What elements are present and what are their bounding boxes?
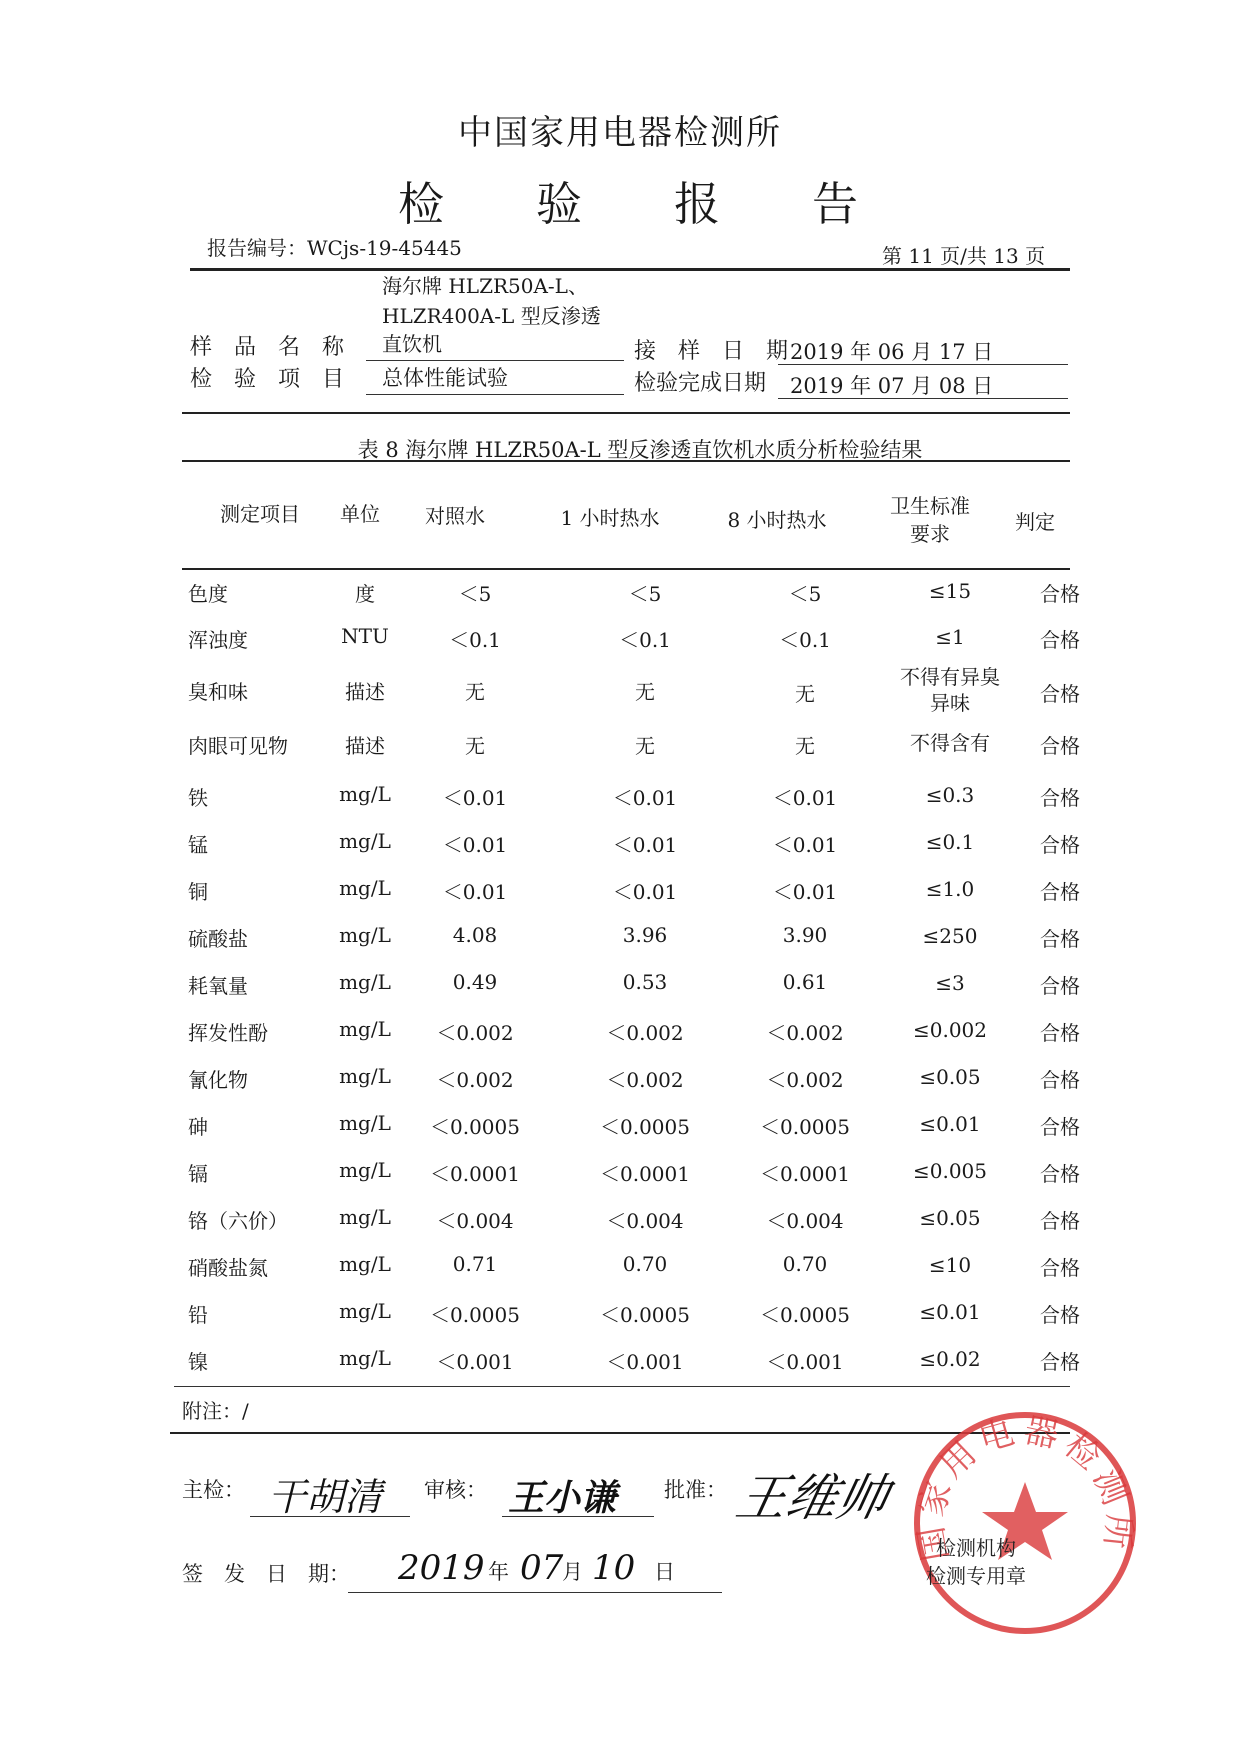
reviewer-label: 审核： (424, 1478, 487, 1502)
table-row (180, 1205, 1080, 1251)
cell-hot8h: ＜0.01 (772, 880, 838, 904)
report-number: 报告编号：WCjs-19-45445 (207, 236, 462, 260)
cell-standard: ≤1.0 (925, 877, 975, 901)
receive-date-underline (778, 364, 1068, 365)
cell-standard: ≤15 (928, 579, 972, 603)
table-row (180, 782, 1080, 828)
test-item-value: 总体性能试验 (382, 366, 508, 390)
receive-date-label: 接 样 日 期 (634, 339, 789, 364)
table-row (180, 1064, 1080, 1110)
cell-item: 硫酸盐 (188, 927, 248, 951)
info-rule (182, 412, 1070, 414)
cell-hot1h: ＜5 (628, 582, 662, 606)
cell-unit: mg/L (339, 1111, 391, 1135)
inspector-signature: 干胡清 (268, 1475, 383, 1519)
cell-standard-line2: 异味 (930, 691, 970, 715)
cell-standard: ≤1 (935, 625, 965, 649)
cell-hot1h: ＜0.002 (606, 1021, 684, 1045)
cell-standard: ≤250 (922, 924, 978, 948)
cell-control: 0.71 (452, 1252, 498, 1276)
table-row (180, 923, 1080, 969)
cell-unit: mg/L (339, 1299, 391, 1323)
seal-ring-text: 国家用电器检测所 (910, 1410, 1140, 1564)
table-row (180, 665, 1080, 726)
cell-unit: mg/L (339, 876, 391, 900)
cell-result: 合格 (1040, 582, 1080, 606)
cell-item: 硝酸盐氮 (188, 1256, 268, 1280)
cell-hot1h: 0.70 (622, 1252, 668, 1276)
cell-hot8h: ＜0.002 (766, 1068, 844, 1092)
cell-unit: mg/L (339, 923, 391, 947)
complete-date-value: 2019 年 07 月 08 日 (790, 374, 994, 398)
cell-result: 合格 (1040, 927, 1080, 951)
table-row (180, 876, 1080, 922)
cell-hot1h: ＜0.01 (612, 786, 678, 810)
issue-date-label: 签 发 日 期： (182, 1562, 350, 1586)
issue-date-day-unit: 日 (654, 1560, 675, 1584)
cell-hot8h: ＜0.002 (766, 1021, 844, 1045)
cell-control: 4.08 (452, 923, 498, 947)
table-row (180, 730, 1080, 776)
cell-standard: ≤0.01 (919, 1300, 981, 1324)
cell-hot1h: ＜0.01 (612, 880, 678, 904)
col-header-hot1h: 1 小时热水 (560, 506, 660, 530)
organization-name: 中国家用电器检测所 (458, 113, 782, 153)
complete-date-label: 检验完成日期 (634, 371, 767, 396)
cell-standard: ≤10 (928, 1253, 972, 1277)
cell-item: 浑浊度 (188, 628, 248, 652)
cell-hot1h: ＜0.002 (606, 1068, 684, 1092)
table-caption: 表 8 海尔牌 HLZR50A-L 型反渗透直饮机水质分析检验结果 (357, 438, 923, 462)
receive-date-value: 2019 年 06 月 17 日 (790, 340, 994, 364)
cell-hot8h: ＜0.0005 (760, 1115, 850, 1139)
cell-result: 合格 (1040, 880, 1080, 904)
cell-hot8h: ＜0.01 (772, 833, 838, 857)
cell-item: 铜 (188, 880, 208, 904)
cell-hot1h: ＜0.0001 (600, 1162, 690, 1186)
cell-hot8h: 3.90 (782, 923, 828, 947)
sample-name-line-3: 直饮机 (382, 332, 442, 356)
col-header-result: 判定 (1015, 510, 1055, 534)
sample-name-label: 样 品 名 称 (190, 335, 345, 360)
cell-standard: ≤0.3 (925, 783, 975, 807)
test-item-underline (366, 394, 624, 395)
cell-unit: mg/L (339, 1205, 391, 1229)
cell-control: ＜0.0005 (430, 1303, 520, 1327)
cell-item: 肉眼可见物 (188, 734, 288, 758)
cell-hot8h: ＜0.1 (779, 628, 831, 652)
cell-hot1h: 无 (635, 734, 655, 758)
cell-control: ＜0.002 (436, 1021, 514, 1045)
table-row (180, 1111, 1080, 1157)
cell-hot1h: ＜0.1 (619, 628, 671, 652)
header-rule (190, 268, 1070, 271)
cell-result: 合格 (1040, 1068, 1080, 1092)
table-row (180, 1158, 1080, 1204)
cell-standard: ≤0.05 (919, 1065, 981, 1089)
cell-unit: mg/L (339, 829, 391, 853)
cell-standard: ≤3 (935, 971, 965, 995)
cell-result: 合格 (1040, 833, 1080, 857)
cell-hot8h: ＜0.0005 (760, 1303, 850, 1327)
cell-result: 合格 (1040, 974, 1080, 998)
cell-item: 镉 (188, 1162, 208, 1186)
issue-date-underline (348, 1592, 722, 1593)
cell-standard: ≤0.05 (919, 1206, 981, 1230)
table-top-rule (182, 460, 1070, 462)
inspector-underline (250, 1516, 410, 1517)
cell-standard: ≤0.002 (912, 1018, 987, 1042)
cell-hot8h: ＜0.004 (766, 1209, 844, 1233)
header-bottom-rule (182, 568, 1070, 570)
issue-date-day: 10 (592, 1548, 636, 1588)
cell-control: ＜0.01 (442, 880, 508, 904)
cell-result: 合格 (1040, 1303, 1080, 1327)
cell-result: 合格 (1040, 734, 1080, 758)
inspector-label: 主检： (182, 1478, 245, 1502)
cell-control: ＜0.001 (436, 1350, 514, 1374)
seal-text-line-1: 检测机构 (936, 1536, 1016, 1560)
cell-control: ＜5 (458, 582, 492, 606)
cell-standard: 不得含有 (910, 731, 990, 755)
cell-standard: ≤0.005 (912, 1159, 987, 1183)
cell-hot8h: 无 (795, 734, 815, 758)
report-title-char-2: 验 (536, 177, 582, 231)
cell-item: 臭和味 (188, 680, 248, 704)
cell-hot1h: ＜0.0005 (600, 1303, 690, 1327)
cell-item: 挥发性酚 (188, 1021, 268, 1045)
issue-date-month: 07 (520, 1548, 564, 1588)
sample-name-underline (366, 360, 624, 361)
cell-hot1h: 3.96 (622, 923, 668, 947)
col-header-std-line1: 卫生标准 (890, 494, 970, 518)
cell-unit: mg/L (339, 1346, 391, 1370)
col-header-unit: 单位 (340, 502, 380, 526)
cell-result: 合格 (1040, 1162, 1080, 1186)
col-header-control: 对照水 (425, 504, 485, 528)
table-bottom-rule (174, 1386, 1070, 1387)
cell-hot1h: ＜0.0005 (600, 1115, 690, 1139)
cell-hot8h: ＜5 (788, 582, 822, 606)
cell-result: 合格 (1040, 682, 1080, 706)
cell-item: 色度 (188, 582, 228, 606)
cell-control: 无 (465, 734, 485, 758)
issue-date-month-unit: 月 (562, 1560, 583, 1584)
cell-hot1h: 0.53 (622, 970, 668, 994)
cell-item: 镍 (188, 1350, 208, 1374)
col-header-std-line2: 要求 (910, 522, 950, 546)
seal-text-line-2: 检测专用章 (926, 1564, 1026, 1588)
cell-control: ＜0.0001 (430, 1162, 520, 1186)
table-row (180, 578, 1080, 624)
cell-control: ＜0.1 (449, 628, 501, 652)
table-row (180, 970, 1080, 1016)
cell-unit: mg/L (339, 782, 391, 806)
issue-date-year: 2019 (398, 1548, 485, 1588)
cell-standard: ≤0.01 (919, 1112, 981, 1136)
cell-standard: ≤0.02 (919, 1347, 981, 1371)
cell-unit: 描述 (345, 680, 385, 704)
cell-hot8h: 0.70 (782, 1252, 828, 1276)
cell-control: 0.49 (452, 970, 498, 994)
cell-unit: 度 (355, 582, 375, 606)
cell-item: 铬（六价） (188, 1209, 288, 1233)
cell-control: ＜0.002 (436, 1068, 514, 1092)
report-title-char-3: 报 (674, 177, 720, 231)
cell-hot8h: 0.61 (782, 970, 828, 994)
cell-unit: mg/L (339, 1158, 391, 1182)
cell-result: 合格 (1040, 1350, 1080, 1374)
table-row (180, 1299, 1080, 1345)
official-seal (910, 1408, 1140, 1638)
cell-result: 合格 (1040, 1115, 1080, 1139)
cell-result: 合格 (1040, 1256, 1080, 1280)
reviewer-signature: 王小谦 (508, 1477, 617, 1519)
reviewer-underline (502, 1516, 654, 1517)
cell-hot1h: ＜0.01 (612, 833, 678, 857)
report-title-char-1: 检 (398, 177, 444, 231)
cell-hot8h: 无 (795, 682, 815, 706)
col-header-hot8h: 8 小时热水 (727, 508, 827, 532)
cell-unit: 描述 (345, 734, 385, 758)
cell-hot8h: ＜0.001 (766, 1350, 844, 1374)
cell-unit: mg/L (339, 970, 391, 994)
cell-result: 合格 (1040, 1021, 1080, 1045)
sample-name-line-1: 海尔牌 HLZR50A-L、 (382, 274, 588, 298)
cell-unit: NTU (341, 624, 389, 648)
cell-item: 铅 (188, 1303, 208, 1327)
cell-unit: mg/L (339, 1064, 391, 1088)
cell-unit: mg/L (339, 1252, 391, 1276)
cell-item: 氰化物 (188, 1068, 248, 1092)
table-row (180, 1017, 1080, 1063)
cell-standard: ≤0.1 (925, 830, 975, 854)
issue-date-year-unit: 年 (488, 1560, 509, 1584)
cell-result: 合格 (1040, 1209, 1080, 1233)
complete-date-underline (778, 398, 1068, 399)
cell-result: 合格 (1040, 786, 1080, 810)
cell-item: 铁 (188, 786, 208, 810)
report-title-char-4: 告 (812, 177, 858, 231)
cell-control: ＜0.01 (442, 786, 508, 810)
sample-name-line-2: HLZR400A-L 型反渗透 (382, 304, 601, 328)
table-row (180, 829, 1080, 875)
cell-hot8h: ＜0.01 (772, 786, 838, 810)
cell-hot8h: ＜0.0001 (760, 1162, 850, 1186)
table-row (180, 1252, 1080, 1298)
cell-standard: 不得有异臭 (900, 665, 1000, 689)
footnote: 附注：/ (182, 1399, 249, 1423)
cell-hot1h: ＜0.004 (606, 1209, 684, 1233)
cell-control: ＜0.0005 (430, 1115, 520, 1139)
cell-hot1h: 无 (635, 680, 655, 704)
cell-item: 耗氧量 (188, 974, 248, 998)
cell-item: 锰 (188, 833, 208, 857)
cell-control: 无 (465, 680, 485, 704)
test-item-label: 检 验 项 目 (190, 367, 345, 392)
cell-item: 砷 (188, 1115, 208, 1139)
cell-hot1h: ＜0.001 (606, 1350, 684, 1374)
cell-result: 合格 (1040, 628, 1080, 652)
page-number: 第 11 页/共 13 页 (882, 244, 1046, 268)
approver-label: 批准： (664, 1478, 727, 1502)
col-header-item: 测定项目 (220, 502, 300, 526)
cell-control: ＜0.004 (436, 1209, 514, 1233)
cell-unit: mg/L (339, 1017, 391, 1041)
approver-signature: 王维帅 (730, 1469, 894, 1527)
cell-control: ＜0.01 (442, 833, 508, 857)
